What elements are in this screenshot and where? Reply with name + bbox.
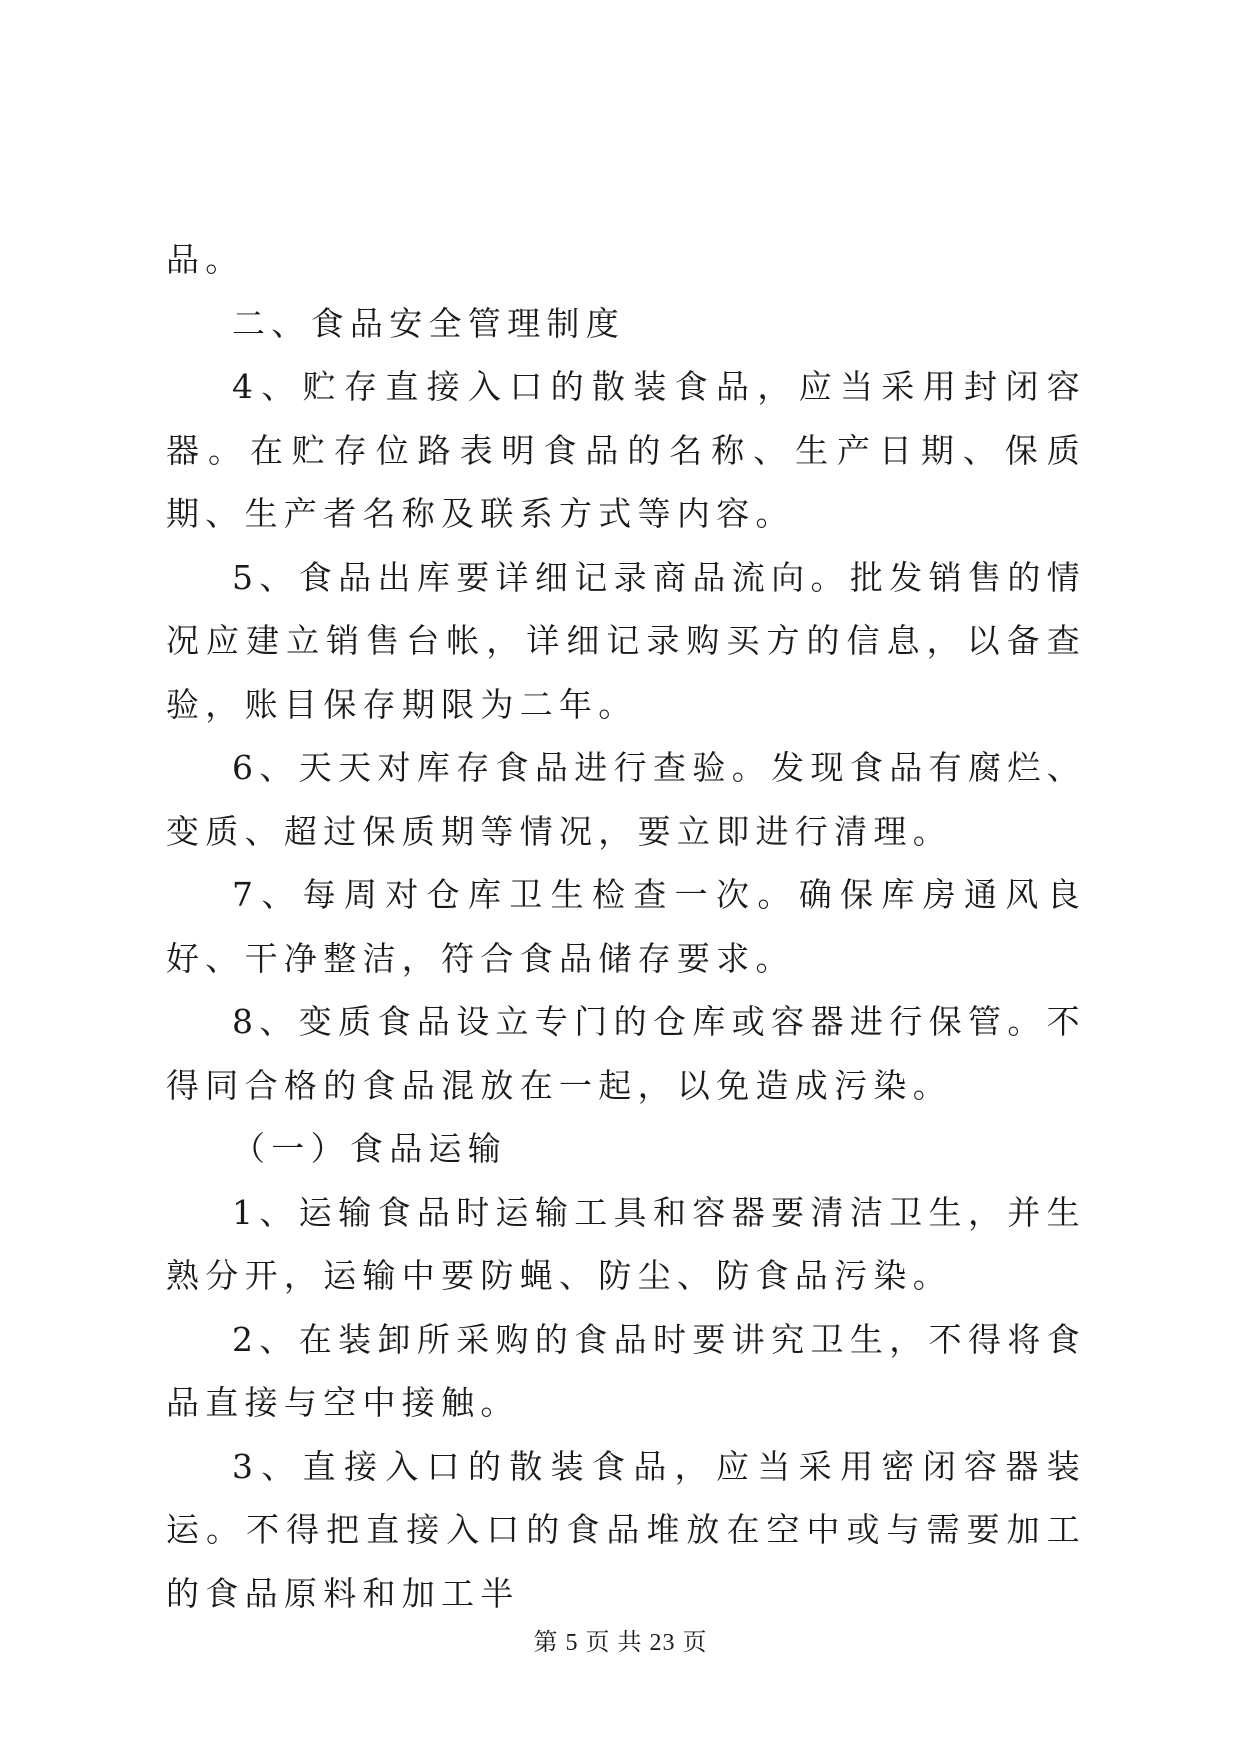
paragraph-item-6: 6、天天对库存食品进行查验。发现食品有腐烂、变质、超过保质期等情况，要立即进行清理。 [166, 748, 1086, 851]
paragraph-continuation: 品。 [166, 240, 245, 279]
paragraph-transport-1: 1、运输食品时运输工具和容器要清洁卫生，并生熟分开，运输中要防蝇、防尘、防食品污染。 [166, 1192, 1086, 1295]
paragraph-item-7: 7、每周对仓库卫生检查一次。确保库房通风良好、干净整洁，符合食品储存要求。 [166, 875, 1086, 978]
subsection-heading: （一）食品运输 [232, 1129, 508, 1168]
document-body [166, 228, 1086, 1625]
section-heading: 二、食品安全管理制度 [232, 303, 625, 343]
paragraph-item-5: 5、食品出库要详细记录商品流向。批发销售的情况应建立销售台帐，详细记录购买方的信息，以备查验，账目保存期限为二年。 [166, 557, 1086, 724]
paragraph-item-4: 4、贮存直接入口的散装食品，应当采用封闭容器。在贮存位路表明食品的名称、生产日期、保质期、生产者名称及联系方式等内容。 [166, 367, 1086, 533]
paragraph-item-8: 8、变质食品设立专门的仓库或容器进行保管。不得同合格的食品混放在一起，以免造成污染。 [166, 1002, 1086, 1105]
paragraph-transport-2: 2、在装卸所采购的食品时要讲究卫生，不得将食品直接与空中接触。 [166, 1319, 1086, 1422]
paragraph-transport-3: 3、直接入口的散装食品，应当采用密闭容器装运。不得把直接入口的食品堆放在空中或与需要加工的食品原料和加工半 [166, 1446, 1086, 1613]
page-number-footer: 第 5 页 共 23 页 [533, 1630, 708, 1656]
